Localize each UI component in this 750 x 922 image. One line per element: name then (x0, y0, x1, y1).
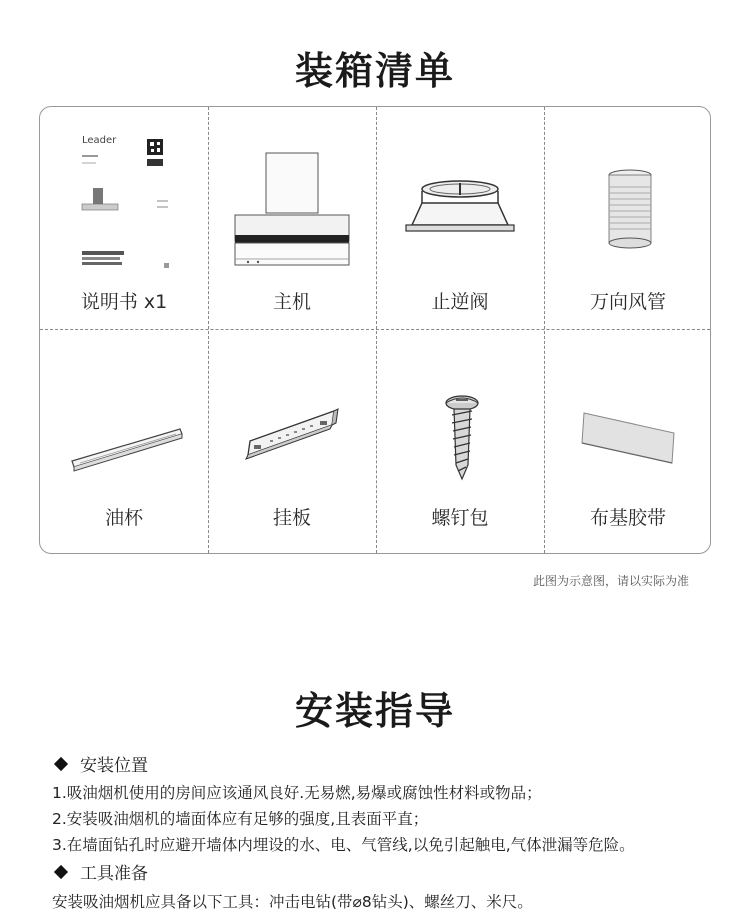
check-valve-icon (376, 131, 544, 281)
diamond-bullet-icon (54, 757, 68, 771)
packing-item-manual (40, 107, 208, 331)
section-heading-location (52, 751, 148, 776)
illustration-note: 此图为示意图，请以实际为准 (532, 574, 689, 588)
location-line-3: 3.在墙面钻孔时应避开墙体内埋设的水、电、气管线,以免引起触电,气体泄漏等危险。 (52, 836, 635, 854)
manual-icon (40, 131, 208, 281)
tools-line-1: 安装吸油烟机应具备以下工具：冲击电钻(带⌀8钻头)、螺丝刀、米尺。 (52, 893, 533, 911)
install-guide-title: 安装指导 (294, 689, 455, 733)
packing-list-title: 装箱清单 (294, 49, 455, 93)
diamond-bullet-icon (54, 865, 68, 879)
item-label-manual: 说明书 x1 (80, 291, 168, 313)
item-label-main-unit: 主机 (272, 291, 311, 313)
duct-icon (544, 131, 712, 281)
section-heading-tools (52, 859, 148, 884)
screw-icon (376, 355, 544, 505)
oil-cup-icon (40, 355, 208, 505)
item-label-oil-cup: 油杯 (104, 507, 143, 529)
packing-item-duct (544, 107, 712, 331)
section-heading-tools-text: 工具准备 (80, 864, 148, 884)
packing-item-screws (376, 331, 544, 555)
manual-brand-logo: Leader (82, 135, 117, 146)
tape-icon (544, 355, 712, 505)
item-label-duct: 万向风管 (589, 291, 666, 313)
item-label-mounting-plate: 挂板 (272, 507, 311, 529)
location-line-1: 1.吸油烟机使用的房间应该通风良好.无易燃,易爆或腐蚀性材料或物品； (52, 784, 542, 802)
item-label-screws: 螺钉包 (431, 507, 489, 529)
packing-item-oil-cup (40, 331, 208, 555)
packing-list-grid (39, 106, 711, 554)
location-line-2: 2.安装吸油烟机的墙面体应有足够的强度,且表面平直； (52, 810, 429, 828)
packing-item-mounting-plate (208, 331, 376, 555)
section-heading-location-text: 安装位置 (80, 756, 148, 776)
mounting-plate-icon (208, 355, 376, 505)
item-label-check-valve: 止逆阀 (431, 291, 489, 313)
packing-item-check-valve (376, 107, 544, 331)
range-hood-icon (208, 131, 376, 281)
packing-item-tape (544, 331, 712, 555)
item-label-tape: 布基胶带 (589, 507, 666, 529)
packing-item-main-unit (208, 107, 376, 331)
